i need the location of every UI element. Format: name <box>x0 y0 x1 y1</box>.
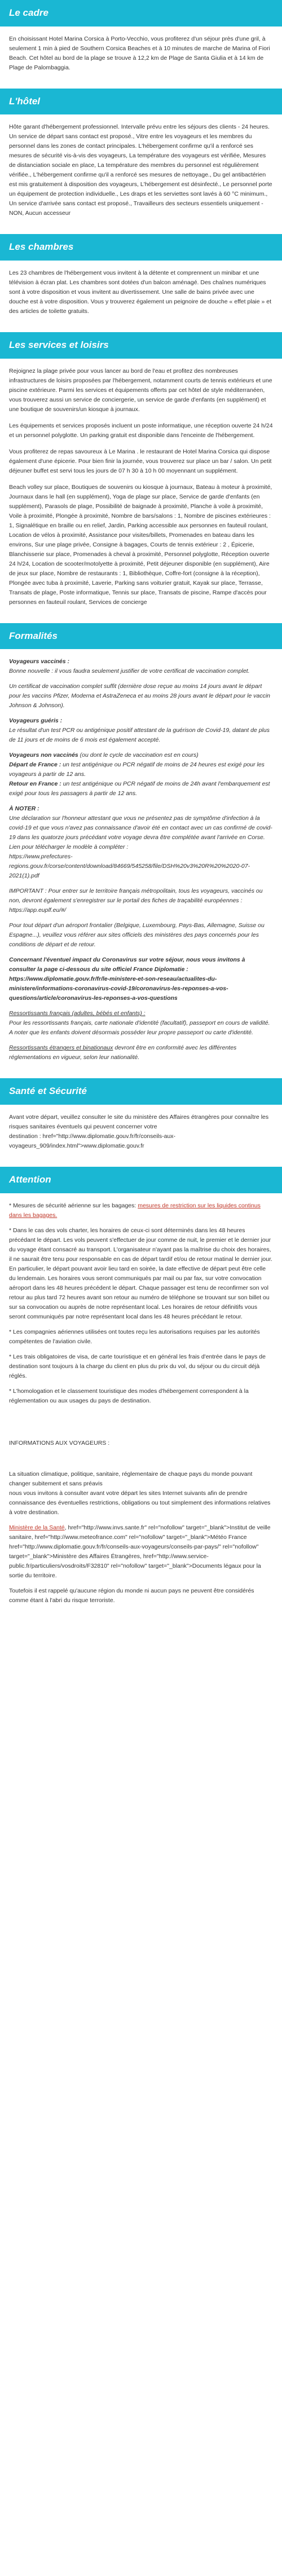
formalites-p10-rest: devront être en conformité avec les différentes réglementations en vigueur, selon leur nationalité. <box>9 1044 237 1061</box>
formalites-p9: A noter que les enfants doivent désormais posséder leur propre passeport ou carte d'identité. <box>9 1029 253 1036</box>
attention-p3: * Les compagnies aériennes utilisées ont toutes reçu les autorisations requises par les autorités compétentes de l'aviation civile. <box>9 1328 260 1345</box>
section-sante <box>0 1105 282 1167</box>
formalites-p7: Concernant l'éventuel impact du Coronavirus sur votre séjour, nous vous invitons à consulter la page ci-dessous du site officiel France Diplomatie : https://www.diplomatie.gouv.fr/fr/le-ministere-et-son-reseau/actualites-du-ministere/informations-coronavirus-covid-19/coronavirus-les-reponses-a-vos-questions/article/coronavirus-les-reponses-a-vos-questions <box>9 956 245 1002</box>
vaccines-heading: Voyageurs vaccinés : <box>9 658 69 665</box>
section-header-formalites: Formalités <box>0 623 282 650</box>
formalites-p2: Un certificat de vaccination complet suffit (dernière dose reçue au moins 14 jours avant le départ pour les vaccins Pfizer, Moderna et AstraZeneca et au moins 28 jours avant le départ pour le vaccin Johnson & Johnson). <box>9 683 271 709</box>
informations-title: INFORMATIONS AUX VOYAGEURS : <box>9 1439 110 1446</box>
cadre-text: En choisissant Hotel Marina Corsica à Porto-Vecchio, vous profiterez d'un séjour près d'une gril, à seulement 1 min à pied de Southern Corsica Beaches et à 10 minutes de marche de Marina of Fiori Beach. Cet hôtel au bord de la plage se trouve à 12,2 km de Plage de Santa Giulia et à 14 km de Plage de Palombaggia. <box>9 35 270 71</box>
formalites-p4 <box>9 814 273 881</box>
retour-lead: Retour en France : <box>9 780 61 788</box>
depart-lead: Départ de France : <box>9 761 61 769</box>
attention-p5: * L'homologation et le classement touristique des modes d'hébergement correspondent à la réglementation ou aux usages du pays de destination. <box>9 1387 249 1404</box>
section-header-chambres: Les chambres <box>0 234 282 261</box>
section-header-cadre: Le cadre <box>0 0 282 27</box>
section-header-hotel: L'hôtel <box>0 89 282 115</box>
section-header-sante: Santé et Sécurité <box>0 1078 282 1105</box>
non-vaccines-lead: Voyageurs non vaccinés <box>9 752 78 759</box>
section-formalites <box>0 649 282 1078</box>
hotel-text: Hôte garant d'hébergement professionnel. Intervalle prévu entre les séjours des clients - 24 heures. Un service de départ sans contact est proposé., Vitre entre les voyageurs et les membres du personnel dans les zones de contact principales. L'hébergement confirme qu'il a renforcé ses mesures de sécurité vis-à-vis des voyageurs, La température des voyageurs est vérifiée, Mesures de distanciation sociale en place, La température des membres du personnel est régulièrement vérifiée., L'hébergement confirme qu'il a renforcé ses mesures de nettoyage., Du gel antibactérien est mis gratuitement à disposition des voyageurs, L'hébergement est désinfecté., Le personnel porte un équipement de protection individuelle., Les draps et les serviettes sont lavés à 60 °C minimum., Un service d'arrivée sans contact est proposé., Travailleurs des secteurs essentiels uniquement - NON, Aucun accesseur <box>9 123 272 217</box>
informations-p3 <box>9 1523 273 1581</box>
retour-rest: un test antigénique ou PCR négatif de moins de 24h avant l'embarquement est exigé pour tous les passagers à partir de 12 ans. <box>9 780 270 797</box>
formalites-p1: Bonne nouvelle : il vous faudra seulement justifier de votre certificat de vaccination complet. <box>9 668 250 675</box>
noter-heading: À NOTER : <box>9 805 39 813</box>
declaration-link[interactable]: https://www.prefectures-regions.gouv.fr/corse/content/download/84669/545258/file/DSH%20v3%20R%20%2020-07-2021(1).pdf <box>9 853 250 880</box>
informations-p1: La situation climatique, politique, sanitaire, réglementaire de chaque pays du monde pouvant changer subitement et sans préavis <box>9 1470 253 1487</box>
section-chambres <box>0 261 282 332</box>
ministere-sante-link[interactable]: Ministère de la Santé <box>9 1524 65 1531</box>
sante-text <box>9 1113 273 1151</box>
retour-line <box>9 779 273 799</box>
sante-text2: destination : href="http://www.diplomatie.gouv.fr/fr/conseils-aux-voyageurs_909/index.html">www.diplomatie.gouv.fr <box>9 1133 176 1150</box>
attention-p4: * Les trais obligatoires de visa, de carte touristique et en général les frais d'entrée dans le pays de destination sont toujours à la charge du client en plus du prix du vol, du séjour ou du circuit déjà réglés. <box>9 1353 266 1379</box>
sante-text1: Avant votre départ, veuillez consulter le site du ministère des Affaires étrangères pour connaître les risques sanitaires éventuels qui peuvent concerner votre <box>9 1114 269 1131</box>
gueris-heading: Voyageurs guéris : <box>9 717 63 725</box>
section-cadre <box>0 27 282 89</box>
attention-p1-lead: * Mesures de sécurité aérienne sur les bagages: <box>9 1202 138 1209</box>
services-p1: Rejoignez la plage privée pour vous lancer au bord de l'eau et profitez des nombreuses infrastructures de loisirs proposées par l'hébergement, notamment courts de tennis extérieurs et une piscine extérieure. Parmi les services et équipements offerts par cet hôtel de style méditerranéen, vous trouverez aussi un service de conciergerie, un service de garde d'enfants (en supplément) et une boutique de souvenirs/un kiosque à journaux. <box>9 367 272 413</box>
depart-line <box>9 760 273 779</box>
liquides-link[interactable]: mesures de restriction sur les liquides continus dans les bagages. <box>9 1202 261 1219</box>
section-services <box>0 359 282 623</box>
services-p4: Beach volley sur place, Boutiques de souvenirs ou kiosque à journaux, Bateau à moteur à proximité, Journaux dans le hall (en supplément), Yoga de plage sur place, Service de garde d'enfants (en supplément), Parasols de plage, Possibilité de baignade à proximité, Planche à voile à proximité, Voile à proximité, Plongée à proximité, Nombre de bars/salons : 1, Nombre de piscines extérieures : 1, Signalétique en braille ou en relief, Jardin, Parking accessible aux personnes en fauteuil roulant, Location de vélos à proximité, Assistance pour visites/billets, Promenades en bateau dans les environs, Sur une plage privée, Consigne à bagages, Courts de tennis extérieur : 2 , Épicerie, Blanchisserie sur place, Promenades à cheval à proximité, Personnel polyglotte, Réception ouverte 24 h/24, Location de scooter/motolyette à proximité, Petit déjeuner disponible (en supplément), Aire de jeux sur place, Nombre de restaurants : 1, Bibliothèque, Coffre-fort (consigne à la réception), Plongée avec tuba à proximité, Laverie, Parking sans voiturier gratuit, Kayak sur place, Terrasse, Transats de plage, Poste informatique, Tennis sur place, Transats de piscine, Rampe d'accès pour personnes en fauteuil roulant, Services de concierge <box>9 483 272 606</box>
formalites-p8: Pour les ressortissants français, carte nationale d'identité (facultatif), passeport en cours de validité. <box>9 1020 270 1027</box>
section-attention <box>0 1193 282 1423</box>
chambres-text: Les 23 chambres de l'hébergement vous invitent à la détente et comprennent un minibar et une télévision à écran plat. Les chambres sont dotées d'un balcon aménagé. Des chaînes numériques sont à votre disposition et vous invitent au divertissement. Une salle de bains privée avec une douche est à votre disposition. Vous y trouverez également un peignoire de douche « effet plaie » et des articles de toilette gratuits. <box>9 270 272 315</box>
attention-p2: * Dans le cas des vols charter, les horaires de ceux-ci sont déterminés dans les 48 heures précédant le départ. Les vols peuvent s'effectuer de jour comme de nuit, le premier et le dernier jour du voyage étant consacré au transport. L'organisateur n'ayant pas la maîtrise du choix des horaires, il ne saurait être tenu pour responsable en cas de départ tardif et/ou de retour matinal le dernier jour. En particulier, le départ pouvant avoir lieu tard en soirée, la date effective de départ peut être celle du lendemain. Les horaires vous seront communiqués par mail ou par fax, sur votre convocation aéroport dans les 48 heures précédent le départ. Chaque passager est tenu de reconfirmer son vol retour au plus tard 72 heures avant son retour au numéro de téléphone se trouvant sur son billet ou sur sa convocation ou auprès de notre représentant local. Les horaires de retour définitifs vous seront communiqués par notre représentant local dans les 48 heures précédant le retour. <box>9 1227 272 1320</box>
formalites-p3: Le résultat d'un test PCR ou antigénique positif attestant de la guérison de Covid-19, datant de plus de 11 jours et de moins de 6 mois est également accepté. <box>9 727 270 744</box>
section-header-services: Les services et loisirs <box>0 332 282 359</box>
section-header-attention: Attention <box>0 1167 282 1193</box>
noter-text: Une déclaration sur l'honneur attestant que vous ne présentez pas de symptôme d'infection à la covid-19 et que vous n'avez pas connaissance d'avoir été en contact avec un cas confirmé de covid-19 dans les quatorze jours précédant votre voyage devra être complétée avant l'arrivée en Corse. Lien pour télécharger le modèle à compléter : <box>9 815 272 851</box>
informations-p4: Toutefois il est rappelé qu'aucune région du monde ni aucun pays ne peuvent être considérés comme étant à l'abri du risque terroriste. <box>9 1587 254 1604</box>
non-vaccines-rest: (ou dont le cycle de vaccination est en cours) <box>78 752 199 759</box>
ressortissants-fr-heading: Ressortissants français (adultes, bébés et enfants) : <box>9 1010 146 1017</box>
informations-p3-rest: , href="http://www.invs.sante.fr" rel="nofollow" target="_blank">Institut de veille sanitaire, href="http://www.meteofrance.com" rel="nofollow" target="_blank">Météo France href="http://www.diplomatie.gouv.fr/fr/conseils-aux-voyageurs/conseils-par-pays/" rel="nofollow" target="_blank">Ministère des Affaires Étrangères, href="http://www.service-public.fr/particuliers/vosdroits/F32810" rel="nofollow" target="_blank">Documents légaux pour la sortie du territoire. <box>9 1524 271 1579</box>
attention-p1 <box>9 1201 273 1220</box>
section-informations <box>0 1423 282 1621</box>
ressortissants-etr-heading: Ressortissants étrangers et binationaux <box>9 1044 113 1052</box>
section-hotel <box>0 114 282 234</box>
formalites-p6: Pour tout départ d'un aéroport frontalier (Belgique, Luxembourg, Pays-Bas, Allemagne, Suisse ou Espagne...), veuillez vous référer aux sites officiels des ministères des pays concernés pour les conditions de départ et de retour. <box>9 922 265 949</box>
informations-p2: nous vous invitons à consulter avant votre départ les sites Internet suivants afin de prendre connaissance des éventuelles restrictions, obligations ou tout simplement des informations relatives à votre destination. <box>9 1489 271 1516</box>
non-vaccines-line <box>9 751 273 760</box>
formalites-p10 <box>9 1043 273 1062</box>
depart-rest: un test antigénique ou PCR négatif de moins de 24 heures est exigé pour les voyageurs à partir de 12 ans. <box>9 761 265 778</box>
formalites-p5: IMPORTANT : Pour entrer sur le territoire français métropolitain, tous les voyageurs, vaccinés ou non, devront également s'enregistrer sur le portail des fiches de traçabilité européennes : https://app.euplf.eu/#/ <box>9 888 263 914</box>
services-p2: Les équipements et services proposés incluent un poste informatique, une réception ouverte 24 h/24 et un personnel polyglotte. Un parking gratuit est disponible dans l'enceinte de l'hébergement. <box>9 422 273 439</box>
services-p3: Vous profiterez de repas savoureux à Le Marina . le restaurant de Hotel Marina Corsica qui dispose également d'une épicerie. Pour bien finir la journée, vous trouverez sur place un bar / salon. Un petit déjeuner buffet est servi tous les jours de 07 h 30 à 10 h 00 moyennant un supplément. <box>9 448 272 474</box>
